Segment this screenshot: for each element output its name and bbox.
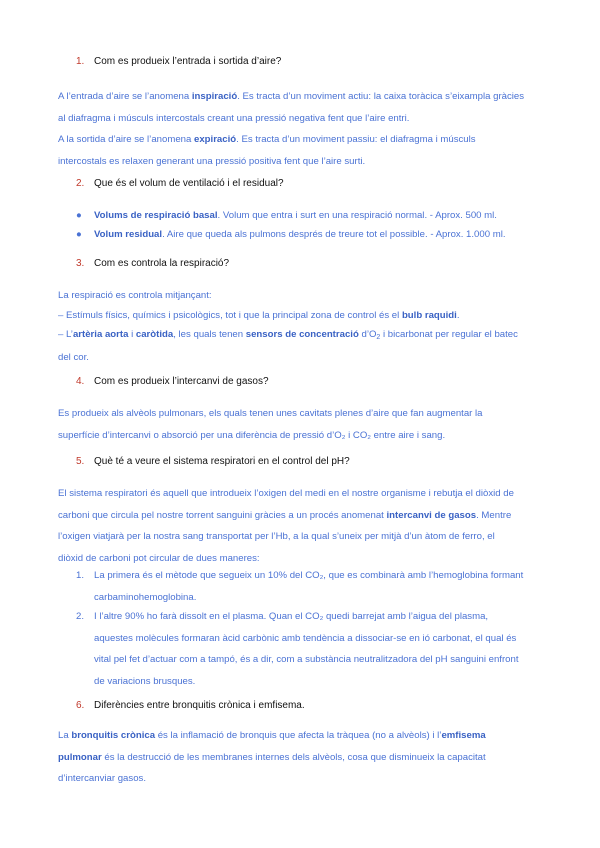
answer-line: Es produeix als alvèols pulmonars, els quals tenen unes cavitats plenes d’aire que fan augmentar la	[58, 408, 483, 419]
text-span: I l’altre 90% ho farà dissolt en el plasma. Quan el CO₂ quedi barrejat amb l’aigua del plasma,	[94, 611, 489, 622]
question-text: Com es produeix l’entrada i sortida d’aire?	[94, 56, 282, 67]
answer-line: d’intercanviar gasos.	[58, 773, 146, 784]
numbered-item-1	[76, 565, 542, 608]
answer-line: de variacions brusques.	[94, 675, 196, 687]
term-volum-residual: Volum residual	[94, 229, 163, 240]
item-number: 1.	[76, 570, 85, 581]
answer-line	[58, 86, 542, 108]
text-span: d’O	[358, 329, 377, 340]
text-span: A la sortida d’aire se l’anomena	[58, 134, 194, 145]
question-3	[76, 258, 229, 269]
text-span: La primera és el mètode que segueix un 10% del CO₂, que es combinarà amb l’hemoglobina formant	[94, 570, 524, 581]
text-span: és la destrucció de les membranes internes dels alvèols, cosa que disminueix la capacitat	[101, 751, 486, 763]
question-text: Què té a veure el sistema respiratori en el control del pH?	[94, 456, 350, 467]
bullet-item-residual	[76, 224, 542, 246]
answer-line: El sistema respiratori és aquell que introdueix l’oxigen del medi en el nostre organisme i rebutja el diòxid de	[58, 488, 514, 499]
answer-line	[58, 747, 542, 769]
answer-line: La respiració es controla mitjançant:	[58, 290, 212, 301]
answer-line: al diafragma i músculs intercostals creant una pressió negativa fent que l’aire entri.	[58, 112, 410, 124]
question-number: 2.	[76, 178, 85, 189]
term-expiracio: expiració	[194, 134, 237, 145]
answer-1	[58, 86, 542, 172]
question-text: Com es produeix l’intercanvi de gasos?	[94, 376, 269, 387]
term-sensors: sensors de concentració	[245, 329, 359, 340]
answer-3	[58, 286, 542, 367]
answer-line: aquestes molècules formaran àcid carbònic amb tendència a dissociar-se en ió carbonat, el qual és	[94, 632, 517, 644]
question-number: 1.	[76, 56, 85, 67]
question-number: 6.	[76, 700, 85, 711]
term-pulmonar: pulmonar	[58, 751, 102, 763]
text-span: La	[58, 730, 72, 741]
answer-line: del cor.	[58, 351, 89, 363]
text-span: . Aire que queda als pulmons després de treure tot el possible. - Aprox. 1.000 ml.	[162, 229, 506, 240]
question-5	[76, 456, 350, 467]
text-span: . Es tracta d’un moviment actiu: la caixa toràcica s’eixampla gràcies	[237, 91, 525, 102]
text-span: – Estímuls físics, químics i psicològics, tot i que la principal zona de control és el	[58, 309, 402, 321]
numbered-item-2	[76, 606, 542, 692]
question-number: 4.	[76, 376, 85, 387]
answer-line: carbaminohemoglobina.	[94, 591, 197, 603]
bullet-icon: ●	[76, 210, 82, 221]
text-span: – L’	[58, 329, 73, 340]
answer-line: vital pel fet d’actuar com a tampó, és a dir, com a substància neutralitzadora del pH sanguini enfront	[94, 654, 519, 665]
answer-line	[58, 725, 542, 747]
question-text: Diferències entre bronquitis crònica i emfisema.	[94, 700, 305, 711]
answer-5	[58, 483, 542, 569]
answer-line	[58, 306, 542, 326]
answer-4	[58, 403, 542, 446]
question-text: Que és el volum de ventilació i el residual?	[94, 178, 284, 189]
text-span: . Volum que entra i surt en una respiració normal. - Aprox. 500 ml.	[217, 210, 497, 221]
text-span: . Mentre	[476, 509, 512, 521]
answer-line	[58, 505, 542, 527]
text-span: i bicarbonat per regular el batec	[380, 329, 518, 340]
text-span: és la inflamació de bronquis que afecta la tràquea (no a alvèols) i l’	[155, 730, 442, 741]
bullet-icon: ●	[76, 229, 82, 240]
term-bulb-raquidi: bulb raquidi	[401, 309, 457, 321]
question-4	[76, 376, 269, 387]
item-number: 2.	[76, 611, 85, 622]
subscript: 2	[376, 334, 381, 341]
term-arteria-aorta: artèria aorta	[72, 329, 129, 340]
answer-line: l’oxigen viatjarà per la nostra sang transportat per l’Hb, a la qual s’uneix per mitjà d’un àtom de ferro, el	[58, 531, 495, 542]
text-span: .	[456, 309, 460, 321]
question-2	[76, 178, 284, 189]
text-span: i	[128, 329, 136, 340]
question-6	[76, 700, 305, 711]
text-span: . Es tracta d’un moviment passiu: el diafragma i músculs	[236, 134, 476, 145]
text-span: , les quals tenen	[173, 329, 246, 340]
term-emfisema: emfisema	[441, 730, 486, 741]
answer-line	[58, 325, 542, 348]
term-intercanvi-gasos: intercanvi de gasos	[386, 509, 477, 521]
question-text: Com es controla la respiració?	[94, 258, 230, 269]
answer-line: diòxid de carboni pot circular de dues maneres:	[58, 552, 260, 564]
answer-line: intercostals es relaxen generant una pressió positiva fent que l’aire surti.	[58, 155, 366, 167]
answer-line: superfície d’intercanvi o absorció per una diferència de pressió d’O₂ i CO₂ entre aire i sang.	[58, 429, 446, 441]
question-number: 5.	[76, 456, 85, 467]
question-1	[76, 56, 281, 67]
text-span: A l’entrada d’aire se l’anomena	[58, 91, 192, 102]
text-span: carboni que circula pel nostre torrent sanguini gràcies a un procés anomenat	[58, 509, 387, 521]
term-inspiracio: inspiració	[191, 91, 238, 102]
term-volums-basal: Volums de respiració basal	[94, 210, 218, 221]
term-bronquitis: bronquitis crònica	[71, 730, 156, 741]
answer-6	[58, 725, 542, 790]
answer-line	[58, 129, 542, 151]
question-number: 3.	[76, 258, 85, 269]
term-carotida: caròtida	[135, 329, 174, 340]
